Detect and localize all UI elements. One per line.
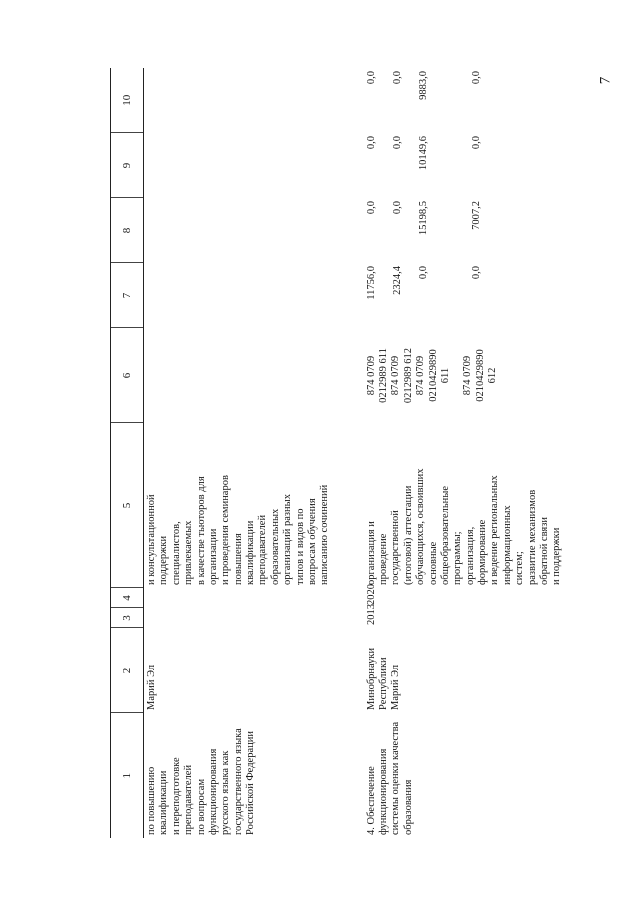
table-row: [144, 68, 334, 838]
row1-executor: Марий Эл: [146, 664, 157, 710]
row2-budget-codes: 874 0709 0212989 611 874 0709 0212989 612 874 0709 0210429890 611 874 0709 0210429890 612: [365, 347, 498, 404]
budget-table-rotated: [110, 68, 563, 838]
header-row: [111, 68, 144, 838]
row2-col8: 0,0 0,0 15198,5 7007,2: [365, 201, 482, 236]
col-header-10: 10: [111, 68, 144, 133]
row2-start-year: 2013: [365, 604, 377, 625]
col-header-2: 2: [111, 628, 144, 713]
col-header-1: 1: [111, 713, 144, 838]
col-header-4: 4: [111, 588, 144, 608]
row2-description: организация и проведение государственной (итоговой) аттестации обучающихся, освоивших основные общеобразовательные программы; организация, формирование и ведение региональных информационных систем; развитие механизмов обратной связи и поддержки: [365, 468, 563, 585]
row1-measure: по повышению квалификации и переподготовке преподавателей по вопросам функционирования русского языка как государственного языка Российской Федерации: [146, 728, 256, 835]
row1-description: и консультационной поддержки специалистов, привлекаемых в качестве тьюторов для организации и проведения семинаров повышения квалификации преподавателей образовательных организаций разных типов и видов по вопросам обучения написанию сочинений: [146, 475, 331, 585]
table-row: [364, 68, 566, 838]
page-number: 7: [597, 76, 614, 85]
budget-table: [110, 68, 566, 838]
row2-col9: 0,0 0,0 10149,6 0,0: [365, 136, 482, 171]
col-header-6: 6: [111, 328, 144, 423]
col-header-8: 8: [111, 198, 144, 263]
col-header-7: 7: [111, 263, 144, 328]
col-header-5: 5: [111, 423, 144, 588]
row2-executor: Минобрнауки Республики Марий Эл: [365, 647, 402, 710]
row2-col10: 0,0 0,0 9883,0 0,0: [365, 71, 482, 100]
row2-measure: 4. Обеспечение функционирования системы оценки качества образования: [365, 721, 414, 835]
row2-col7: 11756,0 2324,4 0,0 0,0: [365, 266, 482, 300]
col-header-9: 9: [111, 133, 144, 198]
row2-end-year: 2020: [365, 584, 377, 605]
col-header-3: 3: [111, 608, 144, 628]
